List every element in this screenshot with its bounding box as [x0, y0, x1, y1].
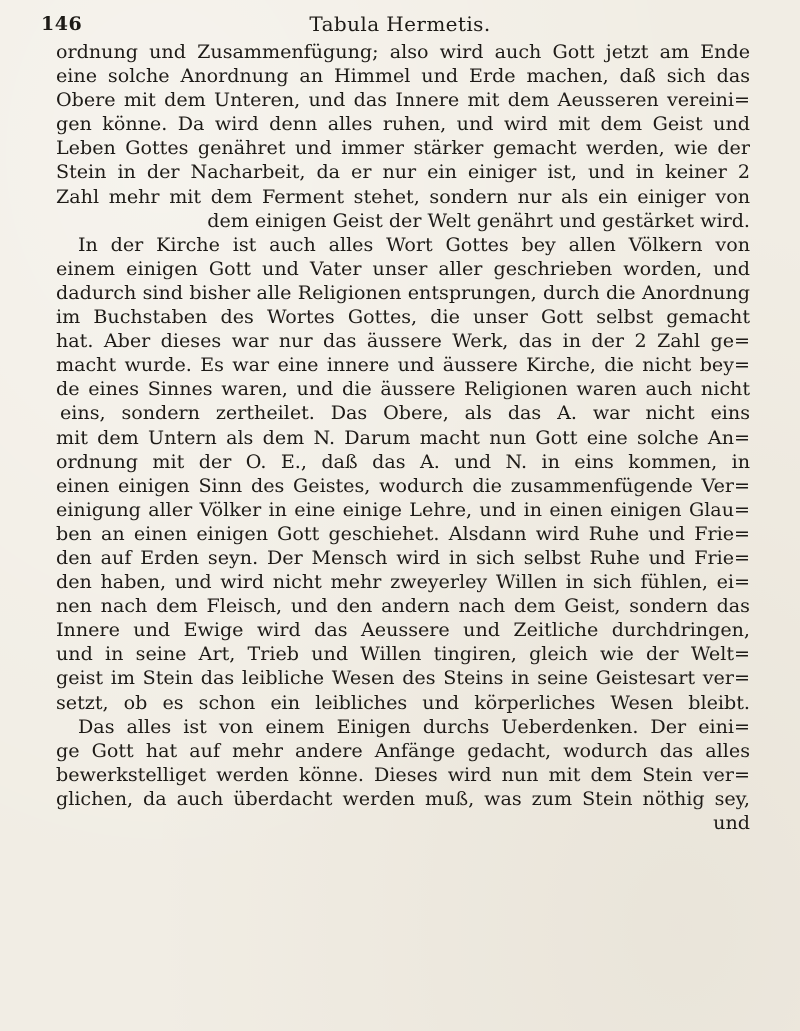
- text-line: In der Kirche ist auch alles Wort Gottes bey allen Völkern von: [78, 232, 750, 256]
- text-line: de eines Sinnes waren, und die äussere Religionen waren auch nicht: [56, 377, 750, 401]
- text-line: nen nach dem Fleisch, und den andern nach dem Geist, sondern das: [56, 594, 750, 618]
- text-line: einigung aller Völker in eine einige Lehre, und in einen einigen Glau=: [56, 497, 750, 521]
- text-line: bewerkstelliget werden könne. Dieses wird nun mit dem Stein ver=: [56, 762, 750, 786]
- body-text: [56, 40, 750, 835]
- text-line: gen könne. Da wird denn alles ruhen, und wird mit dem Geist und: [56, 112, 750, 136]
- text-line: hat. Aber dieses war nur das äussere Werk, das in der 2 Zahl ge=: [56, 329, 750, 353]
- text-line: einen einigen Sinn des Geistes, wodurch die zusammenfügende Ver=: [56, 473, 750, 497]
- text-line: den haben, und wird nicht mehr zweyerley Willen in sich fühlen, ei=: [56, 570, 750, 594]
- text-line: Leben Gottes genähret und immer stärker gemacht werden, wie der: [56, 136, 750, 160]
- text-line: ge Gott hat auf mehr andere Anfänge gedacht, wodurch das alles: [56, 738, 750, 762]
- text-line: dem einigen Geist der Welt genährt und gestärket wird.: [207, 208, 750, 232]
- catchword: und: [713, 811, 750, 834]
- page-number: 146: [41, 13, 83, 35]
- text-line: und in seine Art, Trieb und Willen tingiren, gleich wie der Welt=: [56, 642, 750, 666]
- text-line: im Buchstaben des Wortes Gottes, die unser Gott selbst gemacht: [56, 305, 750, 329]
- text-line: Obere mit dem Unteren, und das Innere mit dem Aeusseren vereini=: [56, 88, 750, 112]
- text-line: Stein in der Nacharbeit, da er nur ein einiger ist, und in keiner 2: [56, 160, 750, 184]
- text-line: glichen, da auch überdacht werden muß, was zum Stein nöthig sey,: [56, 786, 750, 810]
- text-line: setzt, ob es schon ein leibliches und körperliches Wesen bleibt.: [56, 690, 750, 714]
- text-line: eine solche Anordnung an Himmel und Erde machen, daß sich das: [56, 64, 750, 88]
- text-line: einem einigen Gott und Vater unser aller geschrieben worden, und: [56, 256, 750, 280]
- text-line: Zahl mehr mit dem Ferment stehet, sondern nur als ein einiger von: [56, 184, 750, 208]
- text-line: ordnung mit der O. E., daß das A. und N. in eins kommen, in: [56, 449, 750, 473]
- text-line: dadurch sind bisher alle Religionen entsprungen, durch die Anordnung: [56, 280, 750, 304]
- text-line: geist im Stein das leibliche Wesen des Steins in seine Geistesart ver=: [56, 666, 750, 690]
- page-header: [0, 0, 800, 36]
- running-head: Tabula Hermetis.: [309, 12, 491, 36]
- text-line: ben an einen einigen Gott geschiehet. Alsdann wird Ruhe und Frie=: [56, 521, 750, 545]
- text-line: Das alles ist von einem Einigen durchs Ueberdenken. Der eini=: [78, 714, 750, 738]
- text-line: macht wurde. Es war eine innere und äussere Kirche, die nicht bey=: [56, 353, 750, 377]
- text-line: den auf Erden seyn. Der Mensch wird in sich selbst Ruhe und Frie=: [56, 545, 750, 569]
- text-line: Innere und Ewige wird das Aeussere und Zeitliche durchdringen,: [56, 618, 750, 642]
- text-line: ordnung und Zusammenfügung; also wird auch Gott jetzt am Ende: [56, 40, 750, 63]
- text-line: mit dem Untern als dem N. Darum macht nun Gott eine solche An=: [56, 425, 750, 449]
- text-line: eins, sondern zertheilet. Das Obere, als das A. war nicht eins: [60, 401, 750, 425]
